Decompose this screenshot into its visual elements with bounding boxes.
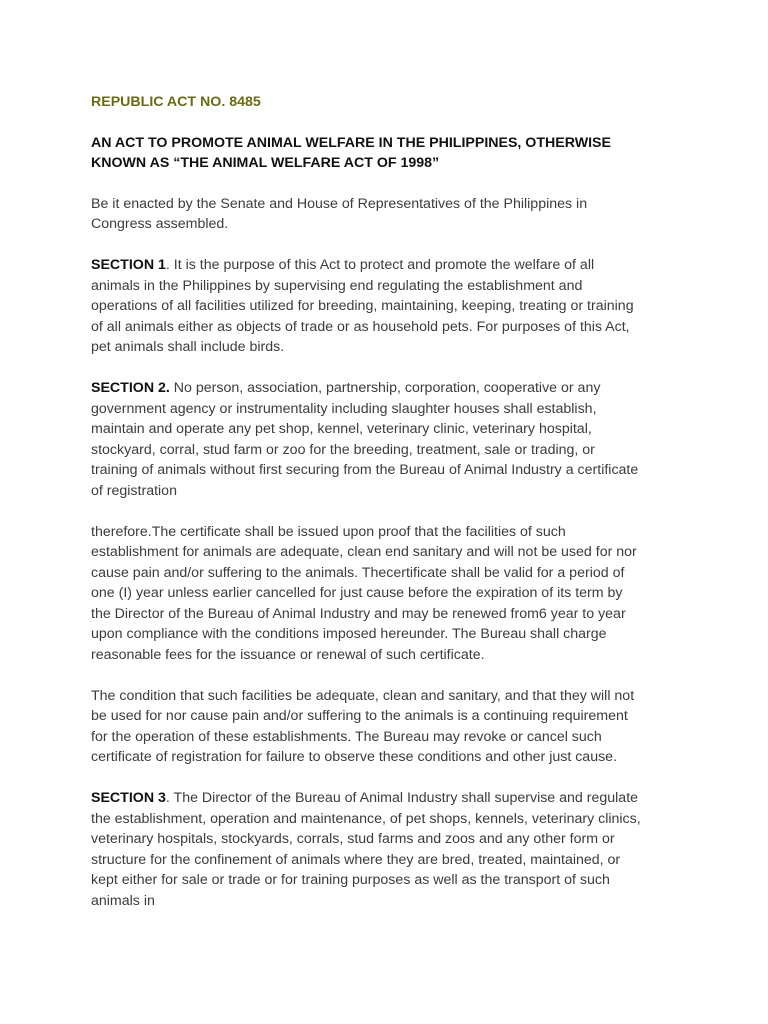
section-3-line bbox=[91, 788, 691, 809]
paragraph-line: certificate of registration for failure to observe these conditions and other just cause. bbox=[91, 749, 618, 765]
act-title-line: KNOWN AS “THE ANIMAL WELFARE ACT OF 1998” bbox=[91, 155, 440, 171]
section-2-line: maintain and operate any pet shop, kennel, veterinary clinic, veterinary hospital, bbox=[91, 421, 592, 437]
section-3-line: the establishment, operation and maintenance, of pet shops, kennels, veterinary clinics, bbox=[91, 810, 641, 827]
section-2-line: of registration bbox=[91, 482, 177, 499]
section-1-line: animals in the Philippines by supervising end regulating the establishment and bbox=[91, 277, 583, 294]
section-1 bbox=[91, 255, 691, 358]
section-2-heading: SECTION 2. bbox=[91, 380, 170, 396]
section-1-line: pet animals shall include birds. bbox=[91, 339, 285, 355]
enacting-clause-line: Be it enacted by the Senate and House of Representatives of the Philippines in bbox=[91, 195, 588, 212]
paragraph-line: be used for nor cause pain and/or suffering to the animals is a continuing requirement bbox=[91, 708, 628, 724]
enacting-clause-line: Congress assembled. bbox=[91, 216, 229, 232]
paragraph-therefore bbox=[91, 522, 691, 666]
section-2 bbox=[91, 378, 691, 501]
paragraph-line: one (I) year unless earlier cancelled for just cause before the expiration of its term by bbox=[91, 585, 623, 601]
paragraph-condition bbox=[91, 686, 691, 768]
section-2-line: stockyard, corral, stud farm or zoo for the breeding, treatment, sale or trading, or bbox=[91, 441, 595, 458]
section-3 bbox=[91, 788, 691, 911]
section-3-line: structure for the confinement of animals where they are bred, treated, maintained, or bbox=[91, 851, 621, 868]
paragraph-line: reasonable fees for the issuance or renewal of such certificate. bbox=[91, 646, 485, 663]
section-2-line: government agency or instrumentality including slaughter houses shall establish, bbox=[91, 400, 597, 417]
section-1-text: . It is the purpose of this Act to protect and promote the welfare of all bbox=[165, 257, 595, 273]
document-page bbox=[91, 92, 691, 932]
section-1-heading: SECTION 1 bbox=[91, 257, 166, 273]
section-3-text: . The Director of the Bureau of Animal Industry shall supervise and regulate bbox=[165, 790, 639, 806]
section-2-line bbox=[91, 378, 691, 399]
paragraph-line: cause pain and/or suffering to the animals. Thecertificate shall be valid for a period of bbox=[91, 564, 625, 581]
paragraph-line: The condition that such facilities be adequate, clean and sanitary, and that they will not bbox=[91, 687, 635, 704]
paragraph-line: establishment for animals are adequate, clean end sanitary and will not be used for nor bbox=[91, 544, 637, 560]
section-3-line: kept either for sale or trade or for training purposes as well as the transport of such bbox=[91, 872, 610, 888]
section-3-line: veterinary hospitals, stockyards, corrals, stud farms and zoos and any other form or bbox=[91, 831, 615, 847]
section-3-heading: SECTION 3 bbox=[91, 790, 166, 806]
act-title-line: AN ACT TO PROMOTE ANIMAL WELFARE IN THE PHILIPPINES, OTHERWISE bbox=[91, 134, 611, 151]
section-2-text: No person, association, partnership, corporation, cooperative or any bbox=[169, 380, 601, 396]
enacting-clause bbox=[91, 194, 691, 235]
paragraph-line: therefore.The certificate shall be issued upon proof that the facilities of such bbox=[91, 523, 566, 540]
paragraph-line: the Director of the Bureau of Animal Industry and may be renewed from6 year to year bbox=[91, 605, 626, 622]
section-1-line: of all animals either as objects of trade or as household pets. For purposes of this Act, bbox=[91, 318, 630, 335]
paragraph-line: for the operation of these establishments. The Bureau may revoke or cancel such bbox=[91, 728, 602, 745]
section-1-line: operations of all facilities utilized for breeding, maintaining, keeping, treating or training bbox=[91, 298, 634, 314]
section-1-line bbox=[91, 255, 691, 276]
act-title bbox=[91, 133, 691, 174]
section-2-line: training of animals without first securing from the Bureau of Animal Industry a certificate bbox=[91, 462, 639, 478]
paragraph-line: upon compliance with the conditions imposed hereunder. The Bureau shall charge bbox=[91, 626, 607, 642]
section-3-line: animals in bbox=[91, 892, 155, 909]
act-number: REPUBLIC ACT NO. 8485 bbox=[91, 94, 261, 110]
